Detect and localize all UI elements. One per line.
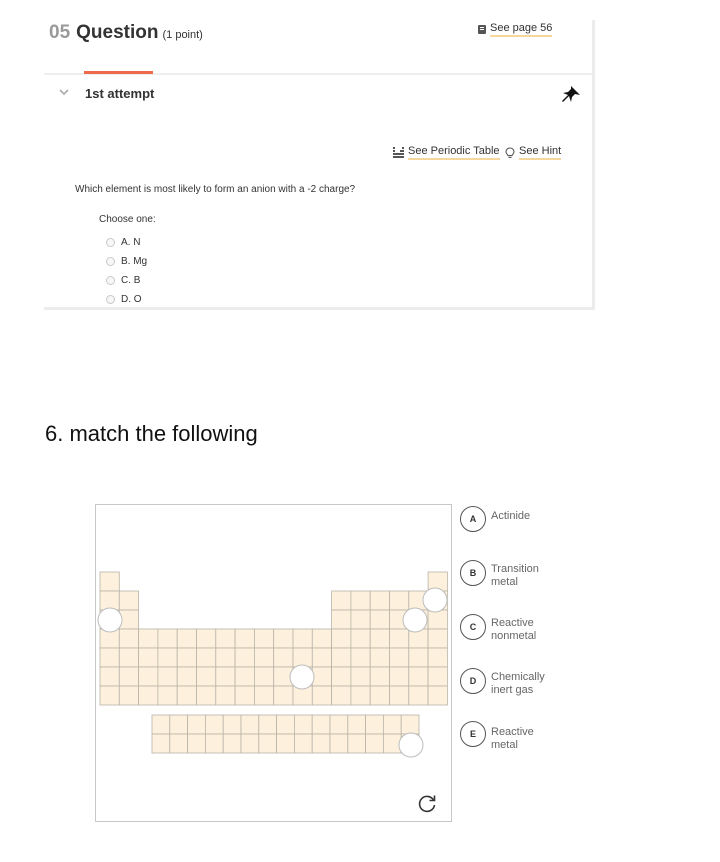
element-cell: [139, 629, 158, 648]
element-cell: [332, 648, 351, 667]
element-cell: [274, 629, 293, 648]
element-cell: [348, 715, 366, 734]
element-cell: [383, 715, 401, 734]
card-right-border: [592, 20, 595, 310]
element-cell: [177, 648, 196, 667]
element-cell: [100, 572, 119, 591]
element-cell: [351, 667, 370, 686]
element-cell: [152, 734, 170, 753]
element-cell: [259, 715, 277, 734]
element-cell: [348, 734, 366, 753]
element-cell: [390, 648, 409, 667]
element-cell: [294, 734, 312, 753]
element-cell: [100, 686, 119, 705]
element-cell: [277, 734, 295, 753]
option-label: D. O: [121, 294, 142, 305]
element-cell: [216, 686, 235, 705]
element-cell: [259, 734, 277, 753]
element-cell: [370, 667, 389, 686]
hint-label: See Hint: [519, 145, 561, 160]
element-cell: [152, 715, 170, 734]
element-cell: [158, 629, 177, 648]
legend-text: Reactive nonmetal: [491, 617, 537, 642]
element-cell: [351, 591, 370, 610]
element-cell: [241, 715, 259, 734]
drop-target[interactable]: [399, 733, 423, 757]
element-cell: [170, 734, 188, 753]
element-cell: [293, 648, 312, 667]
element-cell: [100, 667, 119, 686]
element-cell: [235, 629, 254, 648]
element-cell: [188, 734, 206, 753]
element-cell: [390, 629, 409, 648]
question-prompt: Which element is most likely to form an anion with a -2 charge?: [75, 184, 356, 195]
element-cell: [235, 648, 254, 667]
element-cell: [351, 610, 370, 629]
option-a[interactable]: [106, 233, 147, 252]
element-cell: [119, 591, 138, 610]
element-cell: [241, 734, 259, 753]
element-cell: [177, 629, 196, 648]
drop-target[interactable]: [403, 608, 427, 632]
option-c[interactable]: [106, 271, 147, 290]
element-cell: [428, 686, 447, 705]
see-page-label: See page 56: [490, 22, 552, 37]
option-d[interactable]: [106, 290, 147, 309]
element-cell: [409, 667, 428, 686]
element-cell: [254, 667, 273, 686]
element-cell: [351, 686, 370, 705]
periodic-table-label: See Periodic Table: [408, 145, 500, 160]
element-cell: [428, 629, 447, 648]
periodic-table-icon: [393, 147, 404, 158]
element-cell: [177, 686, 196, 705]
element-cell: [409, 648, 428, 667]
element-cell: [100, 648, 119, 667]
drop-target[interactable]: [98, 608, 122, 632]
see-page-link[interactable]: [478, 22, 552, 37]
element-cell: [158, 648, 177, 667]
option-b[interactable]: [106, 252, 147, 271]
element-cell: [383, 734, 401, 753]
element-cell: [370, 610, 389, 629]
element-cell: [274, 648, 293, 667]
element-cell: [205, 734, 223, 753]
element-cell: [216, 629, 235, 648]
element-cell: [197, 667, 216, 686]
option-label: C. B: [121, 275, 141, 286]
section-title: 6. match the following: [45, 421, 258, 446]
element-cell: [370, 648, 389, 667]
periodic-table-diagram: [95, 504, 452, 822]
element-cell: [254, 629, 273, 648]
element-cell: [370, 591, 389, 610]
legend-item-e[interactable]: [460, 721, 561, 752]
element-cell: [370, 686, 389, 705]
element-cell: [390, 686, 409, 705]
element-cell: [223, 715, 241, 734]
element-cell: [158, 667, 177, 686]
element-cell: [254, 648, 273, 667]
element-cell: [177, 667, 196, 686]
element-cell: [428, 648, 447, 667]
legend-item-c[interactable]: [460, 614, 561, 643]
element-cell: [188, 715, 206, 734]
element-cell: [312, 648, 331, 667]
legend-item-b[interactable]: [460, 560, 561, 589]
drop-target[interactable]: [290, 665, 314, 689]
legend-text: Chemically inert gas: [491, 671, 545, 696]
element-cell: [390, 591, 409, 610]
element-cell: [223, 734, 241, 753]
legend-badge[interactable]: B: [460, 560, 486, 586]
radio-button[interactable]: [106, 238, 115, 247]
element-cell: [139, 686, 158, 705]
element-cell: [205, 715, 223, 734]
element-cell: [332, 686, 351, 705]
element-cell: [216, 667, 235, 686]
element-cell: [235, 686, 254, 705]
lightbulb-icon: [505, 147, 515, 159]
attempt-tab-indicator: [84, 71, 153, 74]
choose-label: Choose one:: [99, 214, 156, 225]
question-header: [49, 22, 203, 44]
element-cell: [197, 648, 216, 667]
hint-link[interactable]: [505, 145, 561, 160]
element-cell: [170, 715, 188, 734]
element-cell: [293, 629, 312, 648]
element-cell: [216, 648, 235, 667]
element-cell: [366, 734, 384, 753]
element-cell: [197, 629, 216, 648]
element-cell: [158, 686, 177, 705]
element-cell: [119, 629, 138, 648]
drop-target[interactable]: [423, 588, 447, 612]
legend-badge[interactable]: A: [460, 506, 486, 532]
legend-badge[interactable]: E: [460, 721, 486, 747]
element-cell: [294, 715, 312, 734]
element-cell: [312, 667, 331, 686]
question-number: 05: [49, 22, 71, 43]
element-cell: [332, 629, 351, 648]
book-icon: [478, 25, 486, 34]
element-cell: [401, 715, 419, 734]
legend-badge[interactable]: D: [460, 668, 486, 694]
element-cell: [370, 629, 389, 648]
legend-text: Actinide: [491, 510, 531, 522]
legend-text: Reactive metal: [491, 726, 534, 751]
element-cell: [366, 715, 384, 734]
element-cell: [235, 667, 254, 686]
element-cell: [332, 610, 351, 629]
reset-icon[interactable]: [416, 792, 438, 814]
element-cell: [312, 715, 330, 734]
legend-text: Transition metal: [491, 563, 539, 588]
radio-button[interactable]: [106, 257, 115, 266]
element-cell: [330, 734, 348, 753]
element-cell: [351, 648, 370, 667]
element-cell: [119, 648, 138, 667]
element-cell: [277, 715, 295, 734]
element-cell: [312, 734, 330, 753]
element-cell: [428, 667, 447, 686]
element-cell: [197, 686, 216, 705]
element-cell: [351, 629, 370, 648]
element-cell: [312, 686, 331, 705]
radio-button[interactable]: [106, 295, 115, 304]
question-title: Question: [76, 22, 159, 43]
question-points: (1 point): [162, 29, 203, 41]
option-label: A. N: [121, 237, 141, 248]
periodic-table-link[interactable]: [393, 145, 500, 160]
element-cell: [390, 667, 409, 686]
element-cell: [100, 591, 119, 610]
element-cell: [139, 667, 158, 686]
legend-item-a[interactable]: [460, 506, 530, 532]
legend-item-d[interactable]: [460, 668, 561, 697]
options-list: [106, 233, 147, 309]
attempt-label[interactable]: 1st attempt: [85, 86, 155, 101]
legend-badge[interactable]: C: [460, 614, 486, 640]
element-cell: [139, 648, 158, 667]
radio-button[interactable]: [106, 276, 115, 285]
option-label: B. Mg: [121, 256, 148, 267]
element-cell: [254, 686, 273, 705]
element-cell: [274, 686, 293, 705]
element-cell: [332, 591, 351, 610]
chevron-down-icon[interactable]: [58, 86, 70, 98]
element-cell: [312, 629, 331, 648]
element-cell: [428, 610, 447, 629]
pin-icon[interactable]: [560, 83, 582, 105]
element-cell: [330, 715, 348, 734]
element-cell: [119, 686, 138, 705]
element-cell: [119, 667, 138, 686]
element-cell: [332, 667, 351, 686]
element-cell: [409, 686, 428, 705]
